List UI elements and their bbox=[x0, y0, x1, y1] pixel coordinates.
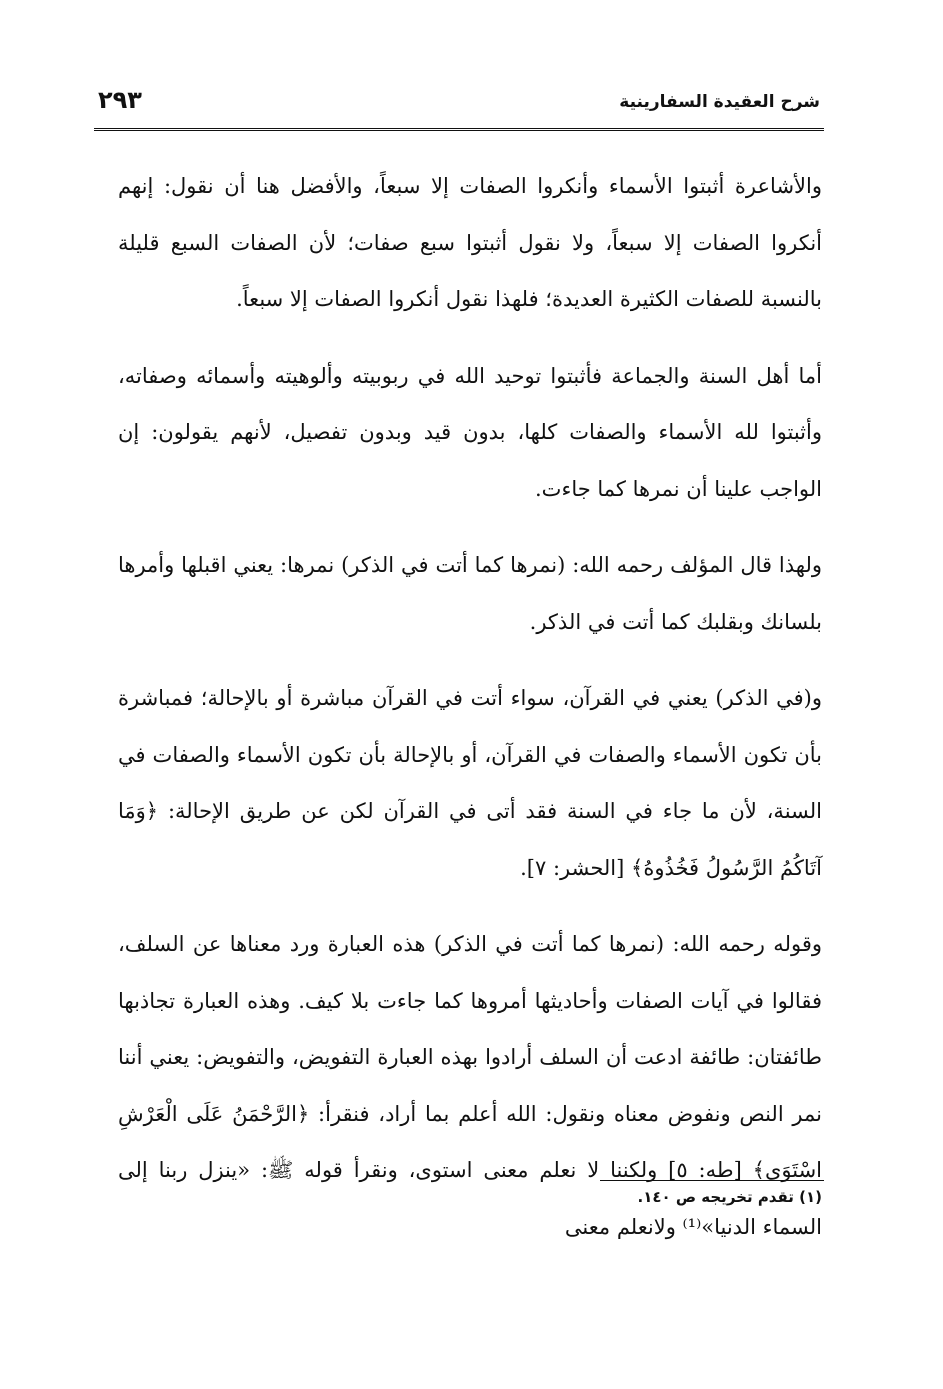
paragraph bbox=[118, 158, 822, 328]
paragraph-text: و(في الذكر) يعني في القرآن، سواء أتت في القرآن مباشرة أو بالإحالة؛ فمباشرة بأن تكون الأسماء والصفات في القرآن، أو بالإحالة بأن تكون الأسماء والصفات في السنة، لأن ما جاء في السنة فقد أتى في القرآن لكن عن طريق الإحالة: ﴿وَمَا آتَاكُمُ الرَّسُولُ فَخُذُوهُ﴾ [الحشر: ٧]. bbox=[118, 686, 822, 880]
paragraph bbox=[118, 537, 822, 650]
paragraph-text: أما أهل السنة والجماعة فأثبتوا توحيد الله في ربوبيته وألوهيته وأسمائه وصفاته، وأثبتوا لله الأسماء والصفات كلها، بدون قيد وبدون تفصيل، لأنهم يقولون: إن الواجب علينا أن نمرها كما جاءت. bbox=[118, 363, 822, 501]
main-text bbox=[118, 158, 822, 1275]
paragraph bbox=[118, 670, 822, 896]
paragraph-text: ولهذا قال المؤلف رحمه الله: (نمرها كما أتت في الذكر) نمرها: يعني اقبلها وأمرها بلسانك وبقلبك كما أتت في الذكر. bbox=[118, 553, 822, 634]
footnote-rule bbox=[600, 1180, 824, 1181]
book-title: شرح العقيدة السفارينية bbox=[619, 92, 820, 112]
page-number: ٢٩٣ bbox=[98, 86, 142, 114]
paragraph-text: وقوله رحمه الله: (نمرها كما أتت في الذكر) هذه العبارة ورد معناها عن السلف، فقالوا في آيات الصفات وأحاديثها أمروها كما جاءت بلا كيف. وهذه العبارة تجاذبها طائفتان: طائفة ادعت أن السلف أرادوا بهذه العبارة التفويض، والتفويض: يعني أننا نمر النص ونفوض معناه ونقول: الله أعلم بما أراد، فنقرأ: ﴿الرَّحْمَنُ عَلَى الْعَرْشِ اسْتَوَى﴾ [طه: ٥] ولكننا لا نعلم معنى استوى، ونقرأ قوله ﷺ: «ينزل ربنا إلى السماء الدنيا»⁽¹⁾ ولانعلم معنى bbox=[118, 932, 822, 1239]
running-header bbox=[98, 86, 820, 122]
header-rule bbox=[94, 128, 824, 131]
footnote: (١) تقدم تخريجه ص ١٤٠. bbox=[637, 1188, 822, 1206]
paragraph bbox=[118, 348, 822, 518]
paragraph-text: والأشاعرة أثبتوا الأسماء وأنكروا الصفات إلا سبعاً، والأفضل هنا أن نقول: إنهم أنكروا الصفات إلا سبعاً، ولا نقول أثبتوا سبع صفات؛ لأن الصفات السبع قليلة بالنسبة للصفات الكثيرة العديدة؛ فلهذا نقول أنكروا الصفات إلا سبعاً. bbox=[118, 174, 822, 311]
